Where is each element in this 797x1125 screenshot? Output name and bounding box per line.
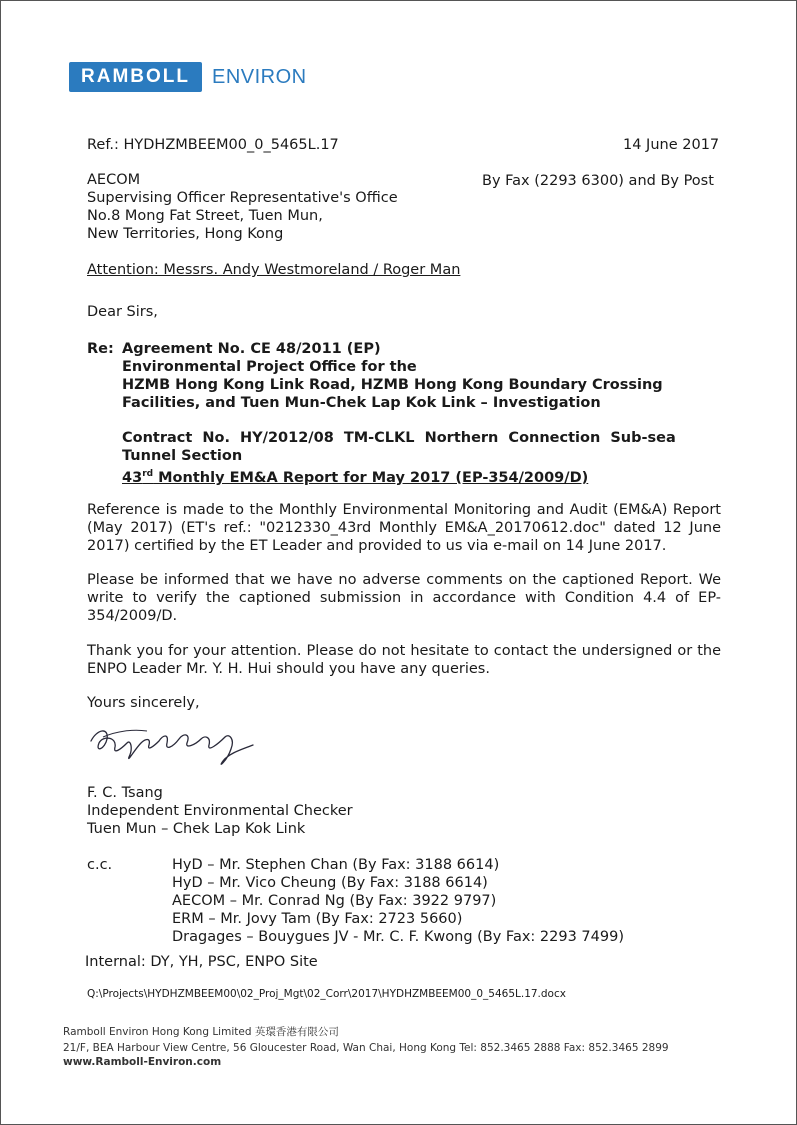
subject-block xyxy=(122,340,663,412)
letter-date: 14 June 2017 xyxy=(623,137,720,153)
cc-item: HyD – Mr. Vico Cheung (By Fax: 3188 6614) xyxy=(172,875,488,891)
signer-name: F. C. Tsang xyxy=(87,785,163,801)
body-paragraph-2: Please be informed that we have no adverse comments on the captioned Report. We write to verify the captioned submission in accordance with Condition 4.4 of EP-354/2009/D. xyxy=(87,572,721,624)
address-line: AECOM xyxy=(87,172,141,188)
subject-line: Agreement No. CE 48/2011 (EP) xyxy=(122,341,381,357)
footer-website: www.Ramboll-Environ.com xyxy=(63,1056,222,1068)
recipient-address xyxy=(87,171,398,243)
logo-sub: ENVIRON xyxy=(211,65,307,88)
cc-item: AECOM – Mr. Conrad Ng (By Fax: 3922 9797) xyxy=(172,893,497,909)
report-title xyxy=(122,465,721,487)
handwritten-signature xyxy=(87,719,267,775)
footer-address: 21/F, BEA Harbour View Centre, 56 Gloucester Road, Wan Chai, Hong Kong Tel: 852.3465 2888 Fax: 852.3465 2899 xyxy=(63,1042,669,1054)
signer-project: Tuen Mun – Chek Lap Kok Link xyxy=(87,821,306,837)
subject-line: Environmental Project Office for the xyxy=(122,359,417,375)
signer-title: Independent Environmental Checker xyxy=(87,803,353,819)
cc-item: HyD – Mr. Stephen Chan (By Fax: 3188 6614) xyxy=(172,857,500,873)
cc-item: Dragages – Bouygues JV - Mr. C. F. Kwong (By Fax: 2293 7499) xyxy=(172,929,624,945)
delivery-method: By Fax (2293 6300) and By Post xyxy=(482,173,714,189)
body-paragraph-1: Reference is made to the Monthly Environmental Monitoring and Audit (EM&A) Report (May 2017) (ET's ref.: "0212330_43rd Monthly EM&A_20170612.doc" dated 12 June 2017) certified by the ET Leader and provided to us via e-mail on 14 June 2017. xyxy=(87,502,721,554)
contract-line: Tunnel Section xyxy=(122,448,243,464)
cc-list xyxy=(172,856,624,946)
report-number: 43 xyxy=(122,469,143,486)
re-label: Re: xyxy=(87,341,114,357)
contract-block xyxy=(122,429,721,487)
signer-block xyxy=(87,784,353,838)
closing: Yours sincerely, xyxy=(87,695,200,711)
report-ordinal: rd xyxy=(142,469,154,479)
salutation: Dear Sirs, xyxy=(87,304,158,320)
address-line: No.8 Mong Fat Street, Tuen Mun, xyxy=(87,208,323,224)
reference-number: Ref.: HYDHZMBEEM00_0_5465L.17 xyxy=(87,137,339,153)
logo-brand: RAMBOLL xyxy=(69,62,202,92)
contract-line: Contract No. HY/2012/08 TM-CLKL Northern Connection Sub-sea xyxy=(122,430,676,446)
internal-distribution: Internal: DY, YH, PSC, ENPO Site xyxy=(85,954,318,970)
subject-line: Facilities, and Tuen Mun-Chek Lap Kok Link – Investigation xyxy=(122,395,601,411)
subject-line: HZMB Hong Kong Link Road, HZMB Hong Kong Boundary Crossing xyxy=(122,377,663,393)
body-paragraph-3: Thank you for your attention. Please do not hesitate to contact the undersigned or the ENPO Leader Mr. Y. H. Hui should you have any queries. xyxy=(87,643,721,677)
report-title-text: Monthly EM&A Report for May 2017 (EP-354/2009/D) xyxy=(153,469,589,486)
footer-company: Ramboll Environ Hong Kong Limited 英環香港有限公司 xyxy=(63,1026,339,1038)
cc-label: c.c. xyxy=(87,857,113,873)
cc-item: ERM – Mr. Jovy Tam (By Fax: 2723 5660) xyxy=(172,911,463,927)
address-line: Supervising Officer Representative's Office xyxy=(87,190,398,206)
attention-line: Attention: Messrs. Andy Westmoreland / Roger Man xyxy=(87,262,461,278)
file-path: Q:\Projects\HYDHZMBEEM00\02_Proj_Mgt\02_Corr\2017\HYDHZMBEEM00_0_5465L.17.docx xyxy=(87,988,566,1000)
company-logo xyxy=(69,62,307,92)
address-line: New Territories, Hong Kong xyxy=(87,226,284,242)
